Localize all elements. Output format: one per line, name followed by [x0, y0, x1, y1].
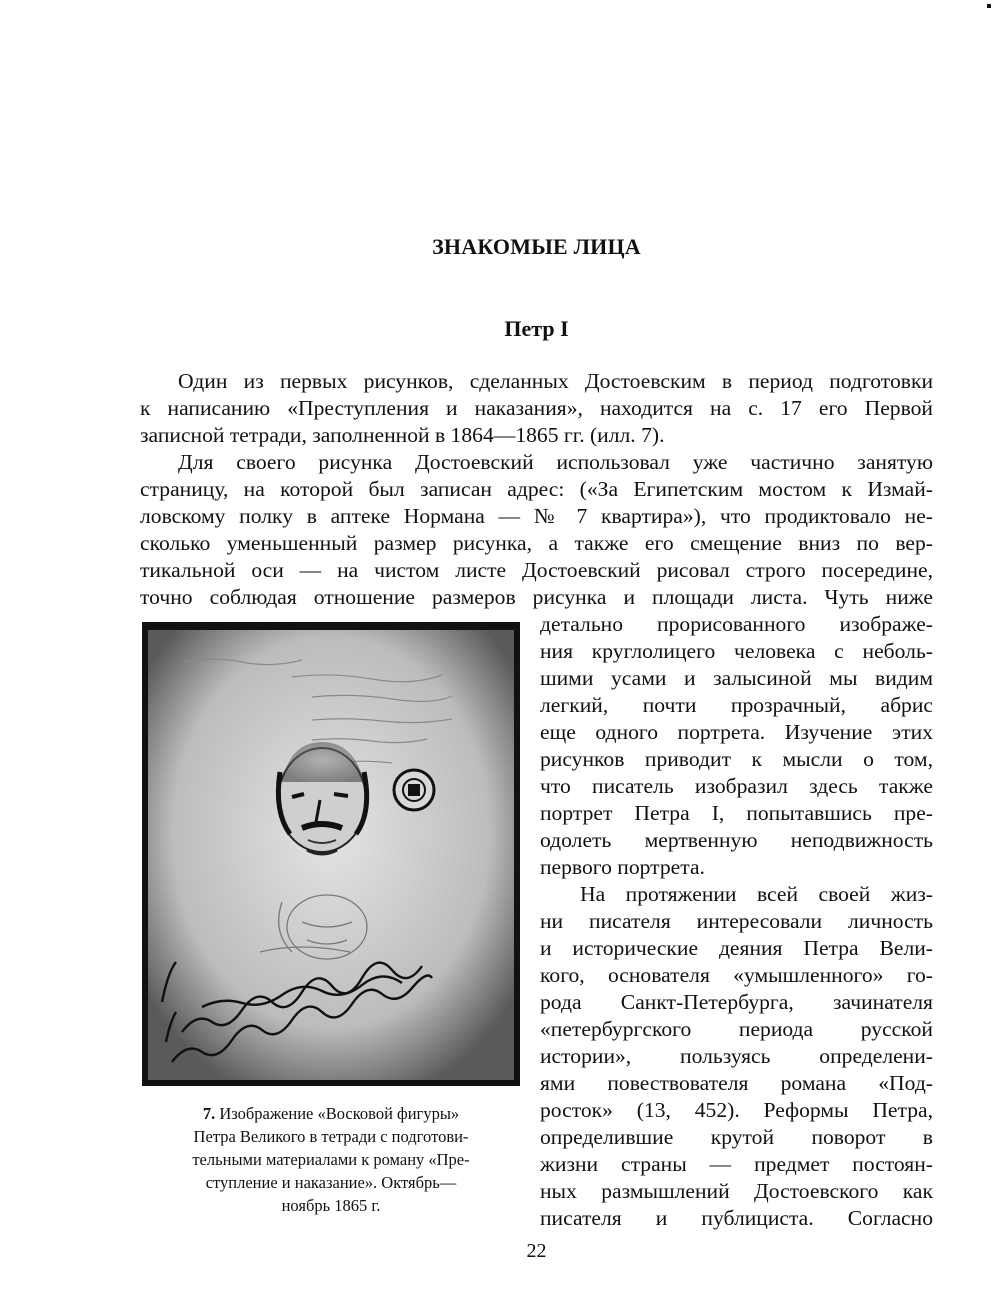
figure-caption-text: Изображение «Восковой фигуры»	[219, 1104, 460, 1123]
paragraph-2-column-line: что писатель изобразил здесь также	[540, 774, 933, 798]
figure-caption-line: Петра Великого в тетради с подготови-	[193, 1127, 469, 1146]
paragraph-3-column-line: кого, основателя «умышленного» го-	[540, 963, 933, 987]
figure-caption-line: ступление и наказание». Октябрь—	[205, 1173, 457, 1192]
notebook-page-drawing	[142, 622, 520, 1086]
scan-speck	[987, 4, 991, 8]
section-title: Петр I	[504, 316, 569, 341]
paragraph-1-line: к написанию «Преступления и наказания», находится на с. 17 его Первой	[140, 396, 933, 420]
paragraph-2-column-line: легкий, почти прозрачный, абрис	[540, 693, 933, 717]
paragraph-3-column-line: ных размышлений Достоевского как	[540, 1179, 933, 1203]
figure-caption-line	[142, 1103, 520, 1124]
paragraph-2-column-line: одолеть мертвенную неподвижность	[540, 828, 933, 852]
paragraph-3-column-line: росток» (13, 452). Реформы Петра,	[540, 1098, 933, 1122]
paragraph-2-column-line: шими усами и залысиной мы видим	[540, 666, 933, 690]
paragraph-3-column-line: ями повествователя романа «Под-	[540, 1071, 933, 1095]
figure-caption-line: ноябрь 1865 г.	[281, 1196, 381, 1215]
paragraph-2-column-line: портрет Петра I, попытавшись пре-	[540, 801, 933, 825]
paragraph-2-column-line: ния круглолицего человека с неболь-	[540, 639, 933, 663]
paragraph-3-column-line: На протяжении всей своей жиз-	[580, 882, 933, 906]
figure-caption-line: тельными материалами к роману «Пре-	[192, 1150, 470, 1169]
paragraph-1-line: Один из первых рисунков, сделанных Достоевским в период подготовки	[178, 369, 933, 393]
paragraph-3-column-line: жизни страны — предмет постоян-	[540, 1152, 933, 1176]
page-number: 22	[526, 1240, 547, 1262]
paragraph-2-line: Для своего рисунка Достоевский использовал уже частично занятую	[178, 450, 933, 474]
paragraph-2-column-line: рисунков приводит к мысли о том,	[540, 747, 933, 771]
paragraph-1-line: записной тетради, заполненной в 1864—1865 гг. (илл. 7).	[140, 423, 665, 447]
paragraph-2-line: ловскому полку в аптеке Нормана — № 7 квартира»), что продиктовало не-	[140, 504, 933, 528]
paragraph-3-column-line: рода Санкт-Петербурга, зачинателя	[540, 990, 933, 1014]
notebook-page	[148, 630, 514, 1080]
paragraph-2-column-line: детально прорисованного изображе-	[540, 612, 933, 636]
paragraph-2-column-line: еще одного портрета. Изучение этих	[540, 720, 933, 744]
chapter-title: ЗНАКОМЫЕ ЛИЦА	[432, 234, 641, 259]
paragraph-3-column-line: ни писателя интересовали личность	[540, 909, 933, 933]
paragraph-3-column-line: истории», пользуясь определени-	[540, 1044, 933, 1068]
figure-image	[142, 622, 520, 1086]
paragraph-2-line: точно соблюдая отношение размеров рисунка и площади листа. Чуть ниже	[140, 585, 933, 609]
paragraph-3-column-line: определившие крутой поворот в	[540, 1125, 933, 1149]
paragraph-2-line: сколько уменьшенный размер рисунка, а также его смещение вниз по вер-	[140, 531, 933, 555]
paragraph-2-column-line: первого портрета.	[540, 855, 705, 879]
figure-number: 7.	[202, 1104, 216, 1123]
portrait-sketch	[278, 742, 367, 854]
paragraph-2-line: страницу, на которой был записан адрес: («За Египетским мостом к Измай-	[140, 477, 933, 501]
paragraph-2-line: тикальной оси — на чистом листе Достоевский рисовал строго посередине,	[140, 558, 933, 582]
library-stamp	[394, 770, 434, 810]
paragraph-3-column-line: «петербургского периода русской	[540, 1017, 933, 1041]
paragraph-3-column-line: и исторические деяния Петра Вели-	[540, 936, 933, 960]
paragraph-3-column-line: писателя и публициста. Согласно	[540, 1206, 933, 1230]
